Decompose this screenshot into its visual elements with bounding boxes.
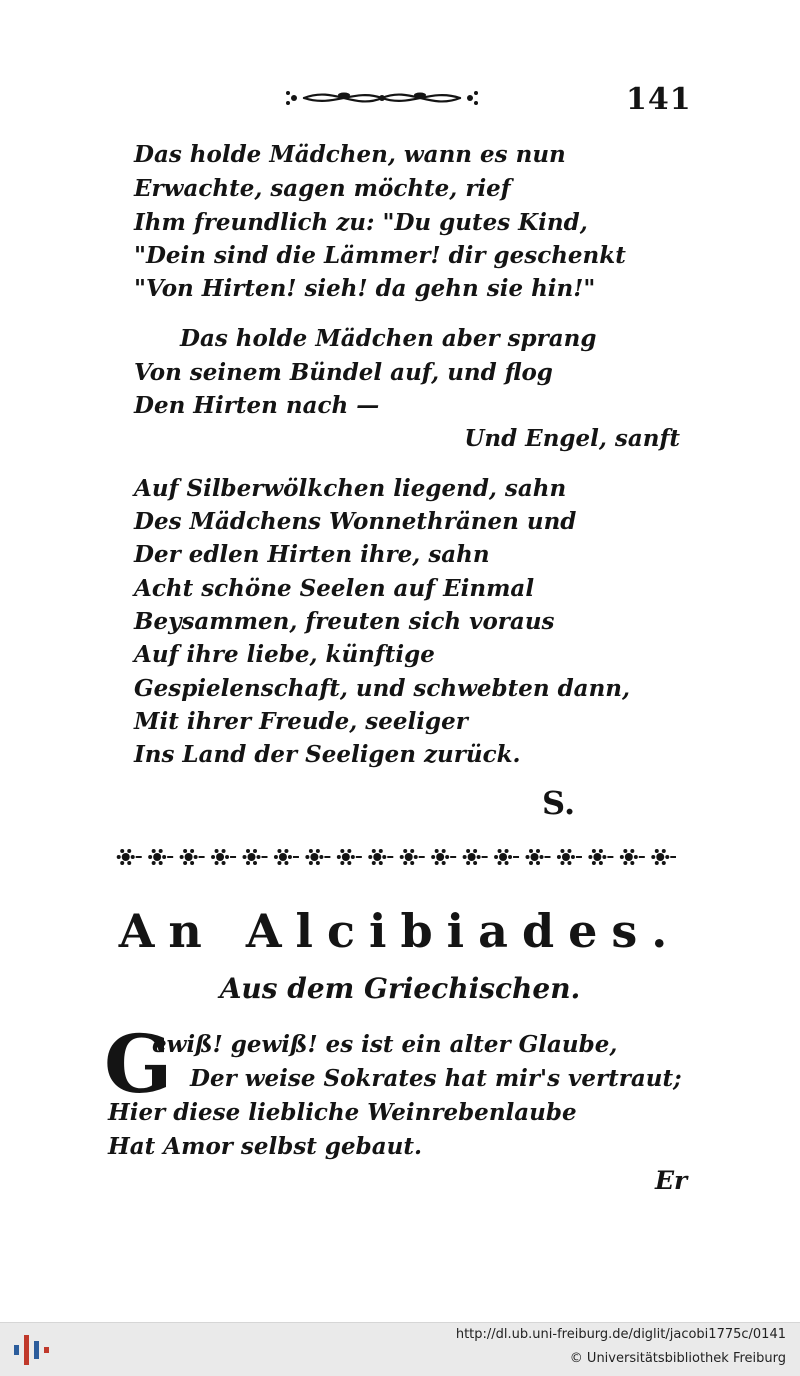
flower-ornament bbox=[148, 849, 173, 865]
flower-ornament bbox=[337, 849, 362, 865]
poem-line: Das holde Mädchen, wann es nun bbox=[134, 141, 566, 168]
page-number: 141 bbox=[626, 82, 692, 117]
poem-line: Von seinem Bündel auf, und flog bbox=[134, 359, 553, 386]
vine-ornament-icon bbox=[284, 84, 480, 112]
poem-line: Auf Silberwölkchen liegend, sahn bbox=[134, 475, 567, 502]
permalink-url[interactable]: http://dl.ub.uni-freiburg.de/diglit/jacobi1775c/0141 bbox=[455, 1327, 786, 1342]
poem-alcibiades bbox=[104, 1017, 704, 1166]
flower-ornament bbox=[400, 849, 425, 865]
poem-line: "Von Hirten! sieh! da gehn sie hin!" bbox=[134, 275, 596, 302]
ub-freiburg-logo-icon[interactable] bbox=[12, 1333, 52, 1367]
flower-ornament bbox=[494, 849, 519, 865]
drop-cap: G bbox=[104, 1017, 173, 1111]
poem-line: Hat Amor selbst gebaut. bbox=[108, 1133, 422, 1160]
section-title: An Alcibiades. bbox=[118, 904, 682, 958]
poem-line: Mit ihrer Freude, seeliger bbox=[134, 708, 468, 735]
flower-ornament bbox=[117, 849, 142, 865]
poem-line: Den Hirten nach — bbox=[134, 392, 380, 419]
flower-ornament bbox=[557, 849, 582, 865]
flower-ornament bbox=[243, 849, 268, 865]
poem-line: Der weise Sokrates hat mir's vertraut; bbox=[190, 1065, 682, 1092]
poem-line: Acht schöne Seelen auf Einmal bbox=[134, 575, 535, 602]
poem-line: "Dein sind die Lämmer! dir geschenkt bbox=[134, 242, 626, 269]
flower-ornament bbox=[431, 849, 456, 865]
flower-ornament bbox=[651, 849, 676, 865]
poem-line: Der edlen Hirten ihre, sahn bbox=[134, 541, 490, 568]
poem-line: Ihm freundlich zu: "Du gutes Kind, bbox=[134, 209, 588, 236]
flower-ornament bbox=[274, 849, 299, 865]
section-subtitle: Aus dem Griechischen. bbox=[219, 972, 581, 1005]
poem-line: Auf ihre liebe, künftige bbox=[134, 641, 435, 668]
poem-line: Beysammen, freuten sich voraus bbox=[134, 608, 555, 635]
catchword: Er bbox=[655, 1166, 688, 1195]
flower-ornament bbox=[526, 849, 551, 865]
poem-line: Das holde Mädchen aber sprang bbox=[180, 325, 597, 352]
poem-line: Und Engel, sanft bbox=[464, 425, 680, 452]
poem-line: Ins Land der Seeligen zurück. bbox=[134, 741, 521, 768]
poem-line: Hier diese liebliche Weinrebenlaube bbox=[108, 1099, 577, 1126]
flower-ornament bbox=[463, 849, 488, 865]
poem-line: ewiß! gewiß! es ist ein alter Glaube, bbox=[152, 1031, 618, 1058]
flower-ornament bbox=[588, 849, 613, 865]
flower-row-ornament-icon bbox=[110, 842, 676, 872]
poem-line: Des Mädchens Wonnethränen und bbox=[134, 508, 577, 535]
viewer-footer bbox=[0, 1322, 800, 1376]
flower-ornament bbox=[368, 849, 393, 865]
flower-ornament bbox=[620, 849, 645, 865]
flower-ornament bbox=[305, 849, 330, 865]
flower-ornament bbox=[211, 849, 236, 865]
poem-line: Gespielenschaft, und schwebten dann, bbox=[134, 675, 631, 702]
copyright-notice: © Universitätsbibliothek Freiburg bbox=[569, 1351, 786, 1366]
author-signature: S. bbox=[542, 784, 576, 822]
flower-ornament bbox=[180, 849, 205, 865]
poem-line: Erwachte, sagen möchte, rief bbox=[134, 175, 511, 202]
